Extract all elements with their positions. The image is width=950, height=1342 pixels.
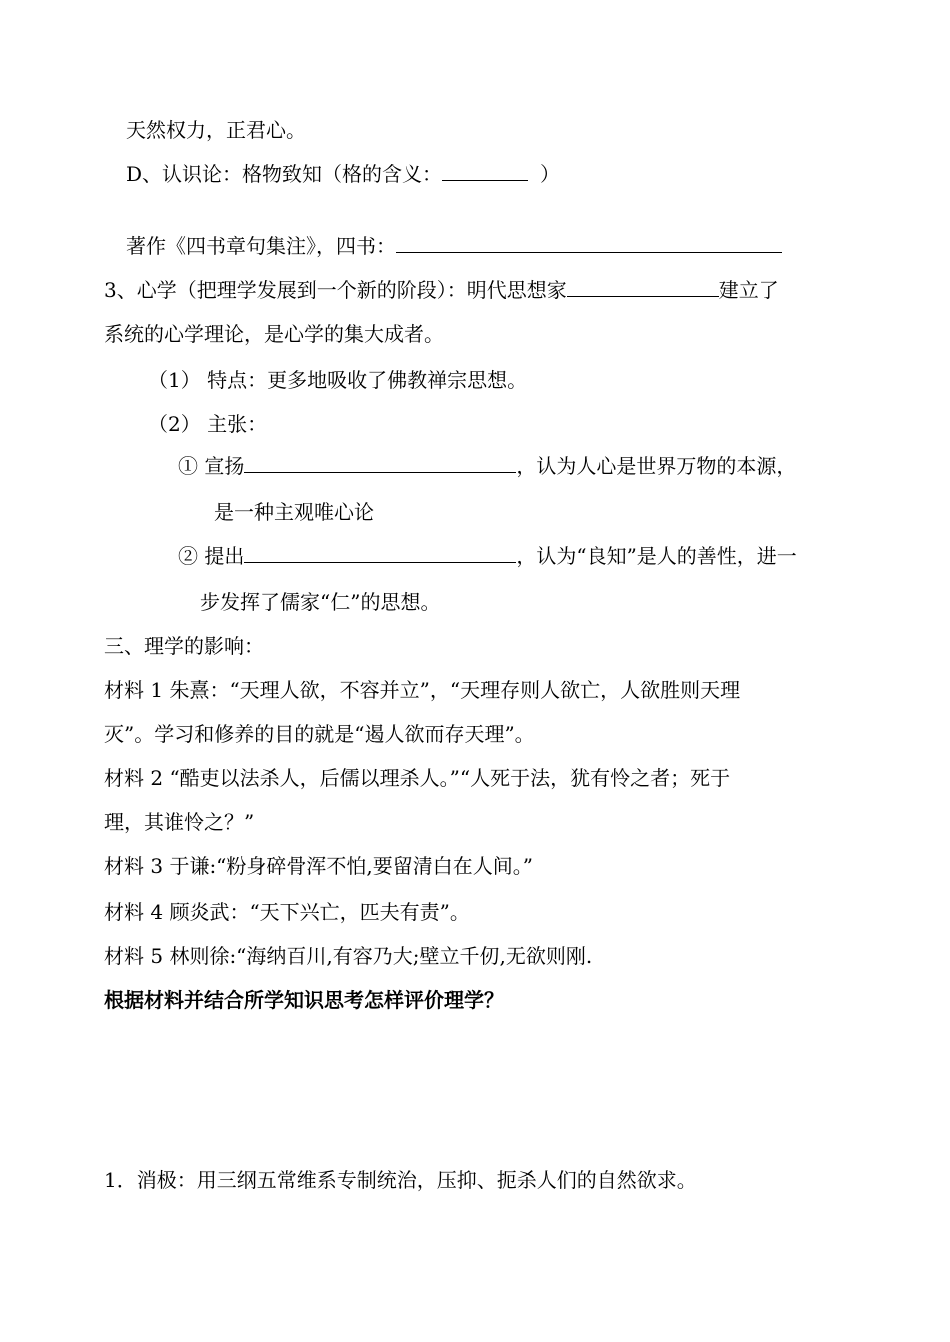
fill-blank[interactable] [396, 234, 782, 253]
line-text: 材料 2 “酷吏以法杀人，后儒以理杀人。”“人死于法，犹有怜之者；死于 [104, 766, 731, 790]
line-text: （1） 特点：更多地吸收了佛教禅宗思想。 [148, 368, 528, 392]
fill-blank[interactable] [567, 278, 719, 297]
text-line [104, 942, 592, 970]
line-text: 1．消极：用三纲五常维系专制统治，压抑、扼杀人们的自然欲求。 [104, 1168, 697, 1192]
text-line [104, 720, 535, 748]
line-text: 系统的心学理论，是心学的集大成者。 [104, 322, 444, 346]
line-text: ） [540, 162, 561, 186]
line-text: ，认为“良知”是人的善性，进一 [516, 544, 797, 568]
text-line [126, 232, 782, 260]
line-text: 材料 4 顾炎武：“天下兴亡，匹夫有责”。 [104, 900, 470, 924]
fill-blank[interactable] [442, 162, 528, 181]
text-line [104, 320, 444, 348]
line-text: 三、理学的影响： [104, 634, 264, 658]
line-text: ① 宣扬 [178, 454, 245, 478]
line-text: ，认为人心是世界万物的本源， [516, 454, 797, 478]
text-line [104, 276, 779, 304]
text-line [104, 764, 730, 792]
text-line [200, 588, 440, 616]
line-text: 3、心学（把理学发展到一个新的阶段）：明代思想家 [104, 278, 567, 302]
line-text: 步发挥了儒家“仁”的思想。 [200, 590, 441, 614]
line-text: 灭”。学习和修养的目的就是“遏人欲而存天理”。 [104, 722, 535, 746]
line-text: 理，其谁怜之？” [104, 810, 255, 834]
text-line [104, 808, 254, 836]
line-text: 建立了 [718, 278, 779, 302]
text-line [104, 676, 740, 704]
text-line [104, 1166, 697, 1194]
line-text: D、认识论：格物致知（格的含义： [126, 162, 443, 186]
text-line [126, 116, 306, 144]
text-line [104, 898, 470, 926]
line-text: 根据材料并结合所学知识思考怎样评价理学？ [104, 988, 504, 1012]
line-text: 材料 3 于谦:“粉身碎骨浑不怕,要留清白在人间。” [104, 854, 533, 878]
text-line [178, 452, 796, 480]
line-text: 是一种主观唯心论 [214, 500, 374, 524]
line-text: 天然权力，正君心。 [126, 118, 306, 142]
fill-blank[interactable] [244, 454, 516, 473]
line-text: ② 提出 [178, 544, 245, 568]
text-line [214, 498, 374, 526]
question-heading [104, 986, 504, 1014]
text-line [148, 410, 267, 438]
line-text: 材料 1 朱熹：“天理人欲，不容并立”，“天理存则人欲亡，人欲胜则天理 [104, 678, 741, 702]
text-line [148, 366, 527, 394]
line-text: （2） 主张： [148, 412, 268, 436]
text-line [104, 852, 533, 880]
text-line [126, 160, 560, 188]
fill-blank[interactable] [244, 544, 516, 563]
text-line [178, 542, 797, 570]
line-text: 材料 5 林则徐:“海纳百川,有容乃大;壁立千仞,无欲则刚. [104, 944, 593, 968]
line-text: 著作《四书章句集注》，四书： [126, 234, 396, 258]
section-heading [104, 632, 264, 660]
